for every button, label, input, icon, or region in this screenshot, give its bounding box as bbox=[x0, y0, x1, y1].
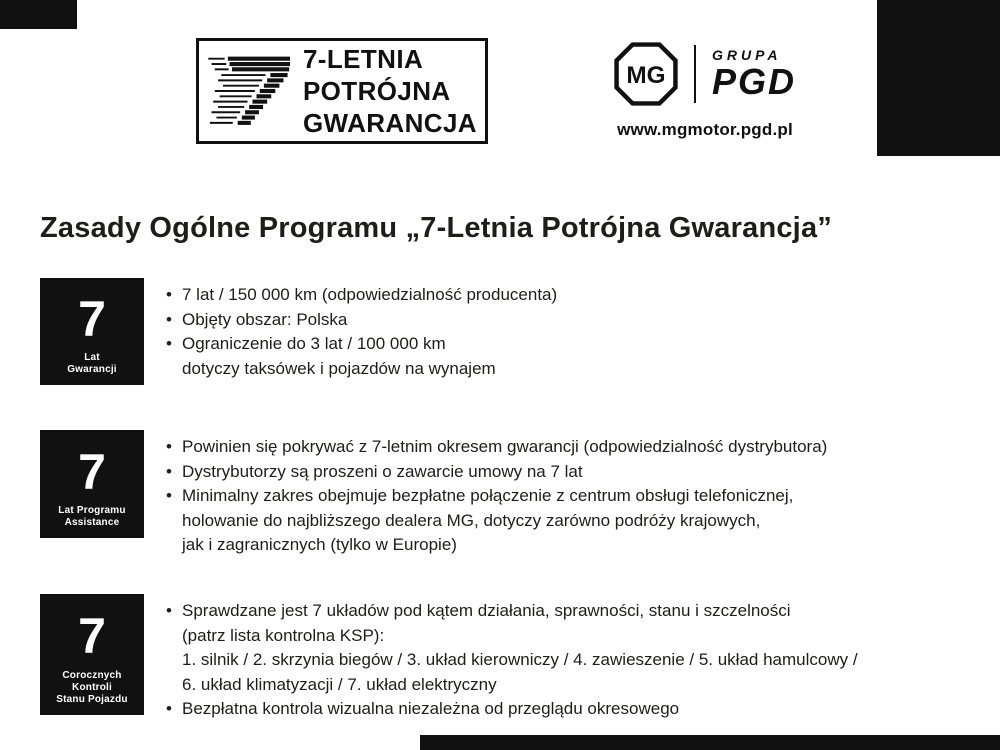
badge-label bbox=[44, 670, 140, 706]
list-item-text: Bezpłatna kontrola wizualna niezależna od przeglądu okresowego bbox=[182, 699, 680, 719]
list-item-continuation bbox=[166, 624, 858, 649]
list-item-text: Minimalny zakres obejmuje bezpłatne połączenie z centrum obsługi telefonicznej, bbox=[182, 486, 794, 506]
badge-label-line: Lat bbox=[84, 352, 100, 363]
warranty-logo-line-1: 7-LETNIA bbox=[302, 44, 424, 74]
badge-label-line: Lat Programu bbox=[58, 505, 126, 516]
list-item-text: Dystrybutorzy są proszeni o zawarcie umowy na 7 lat bbox=[182, 461, 583, 481]
badge-label bbox=[67, 352, 117, 376]
list-item-continuation bbox=[166, 357, 557, 382]
list-item bbox=[166, 460, 827, 485]
brand-logos bbox=[580, 42, 830, 140]
list-item bbox=[166, 697, 858, 722]
warranty-logo-line-2: POTRÓJNA bbox=[302, 76, 451, 106]
grupa-label: GRUPA bbox=[711, 47, 782, 63]
list-item bbox=[166, 332, 557, 357]
decor-top-right-bar bbox=[877, 0, 1000, 156]
decor-top-left-bar bbox=[0, 0, 77, 29]
mg-logo-letters: MG bbox=[626, 61, 666, 89]
brand-row bbox=[580, 42, 830, 106]
list-item-text: Sprawdzane jest 7 układów pod kątem działania, sprawności, stanu i szczelności bbox=[182, 601, 791, 620]
list-item-continuation bbox=[166, 509, 827, 534]
list-item-text: jak i zagranicznych (tylko w Europie) bbox=[182, 535, 457, 555]
bullet-list bbox=[166, 278, 557, 385]
list-item-text: Ograniczenie do 3 lat / 100 000 km bbox=[182, 334, 446, 354]
list-item-text: 7 lat / 150 000 km (odpowiedzialność producenta) bbox=[182, 285, 558, 304]
seven-speed-lines-icon bbox=[205, 47, 295, 135]
badge-label-line: Stanu Pojazdu bbox=[56, 694, 128, 705]
mg-octagon-logo-icon bbox=[614, 42, 678, 106]
list-item bbox=[166, 435, 827, 460]
badge-label-line: Corocznych Kontroli bbox=[62, 670, 122, 693]
list-item bbox=[166, 283, 557, 308]
pgd-label: PGD bbox=[711, 61, 796, 102]
grupa-pgd-logo bbox=[712, 47, 796, 101]
bullet-list bbox=[166, 430, 827, 558]
badge-digit: 7 bbox=[78, 608, 106, 664]
bullet-list bbox=[166, 594, 858, 722]
badge-digit: 7 bbox=[78, 291, 106, 347]
list-item bbox=[166, 599, 858, 624]
list-item-text: 6. układ klimatyzacji / 7. układ elektryczny bbox=[182, 674, 497, 694]
list-item-text: holowanie do najbliższego dealera MG, dotyczy zarówno podróży krajowych, bbox=[182, 510, 761, 530]
list-item-continuation bbox=[166, 673, 858, 698]
list-item-text: Objęty obszar: Polska bbox=[182, 309, 348, 329]
badge-label bbox=[58, 505, 125, 529]
badge-corocznych-kontroli bbox=[40, 594, 144, 715]
list-item-text: 1. silnik / 2. skrzynia biegów / 3. układ kierowniczy / 4. zawieszenie / 5. układ hamulcowy / bbox=[182, 650, 858, 670]
section-assistance bbox=[40, 430, 985, 558]
list-item-text: (patrz lista kontrolna KSP): bbox=[182, 625, 385, 645]
list-item bbox=[166, 308, 557, 333]
website-url[interactable]: www.mgmotor.pgd.pl bbox=[617, 120, 793, 139]
badge-lat-programu-assistance bbox=[40, 430, 144, 538]
warranty-logo-line-3: GWARANCJA bbox=[302, 108, 477, 138]
list-item-continuation bbox=[166, 533, 827, 558]
list-item bbox=[166, 484, 827, 509]
badge-lat-gwarancji bbox=[40, 278, 144, 385]
list-item-text: Powinien się pokrywać z 7-letnim okresem gwarancji (odpowiedzialność dystrybutora) bbox=[182, 437, 828, 456]
list-item-continuation bbox=[166, 648, 858, 673]
decor-bottom-bar bbox=[420, 735, 1000, 750]
warranty-logo-text bbox=[303, 43, 477, 139]
section-warranty bbox=[40, 278, 985, 385]
section-inspections bbox=[40, 594, 985, 722]
list-item-text: dotyczy taksówek i pojazdów na wynajem bbox=[182, 358, 496, 378]
page-title: Zasady Ogólne Programu „7-Letnia Potrójna Gwarancja” bbox=[40, 212, 832, 244]
logo-divider bbox=[694, 45, 696, 103]
badge-digit: 7 bbox=[78, 443, 106, 500]
badge-label-line: Assistance bbox=[64, 517, 120, 528]
badge-label-line: Gwarancji bbox=[67, 364, 117, 375]
warranty-logo bbox=[196, 38, 488, 144]
